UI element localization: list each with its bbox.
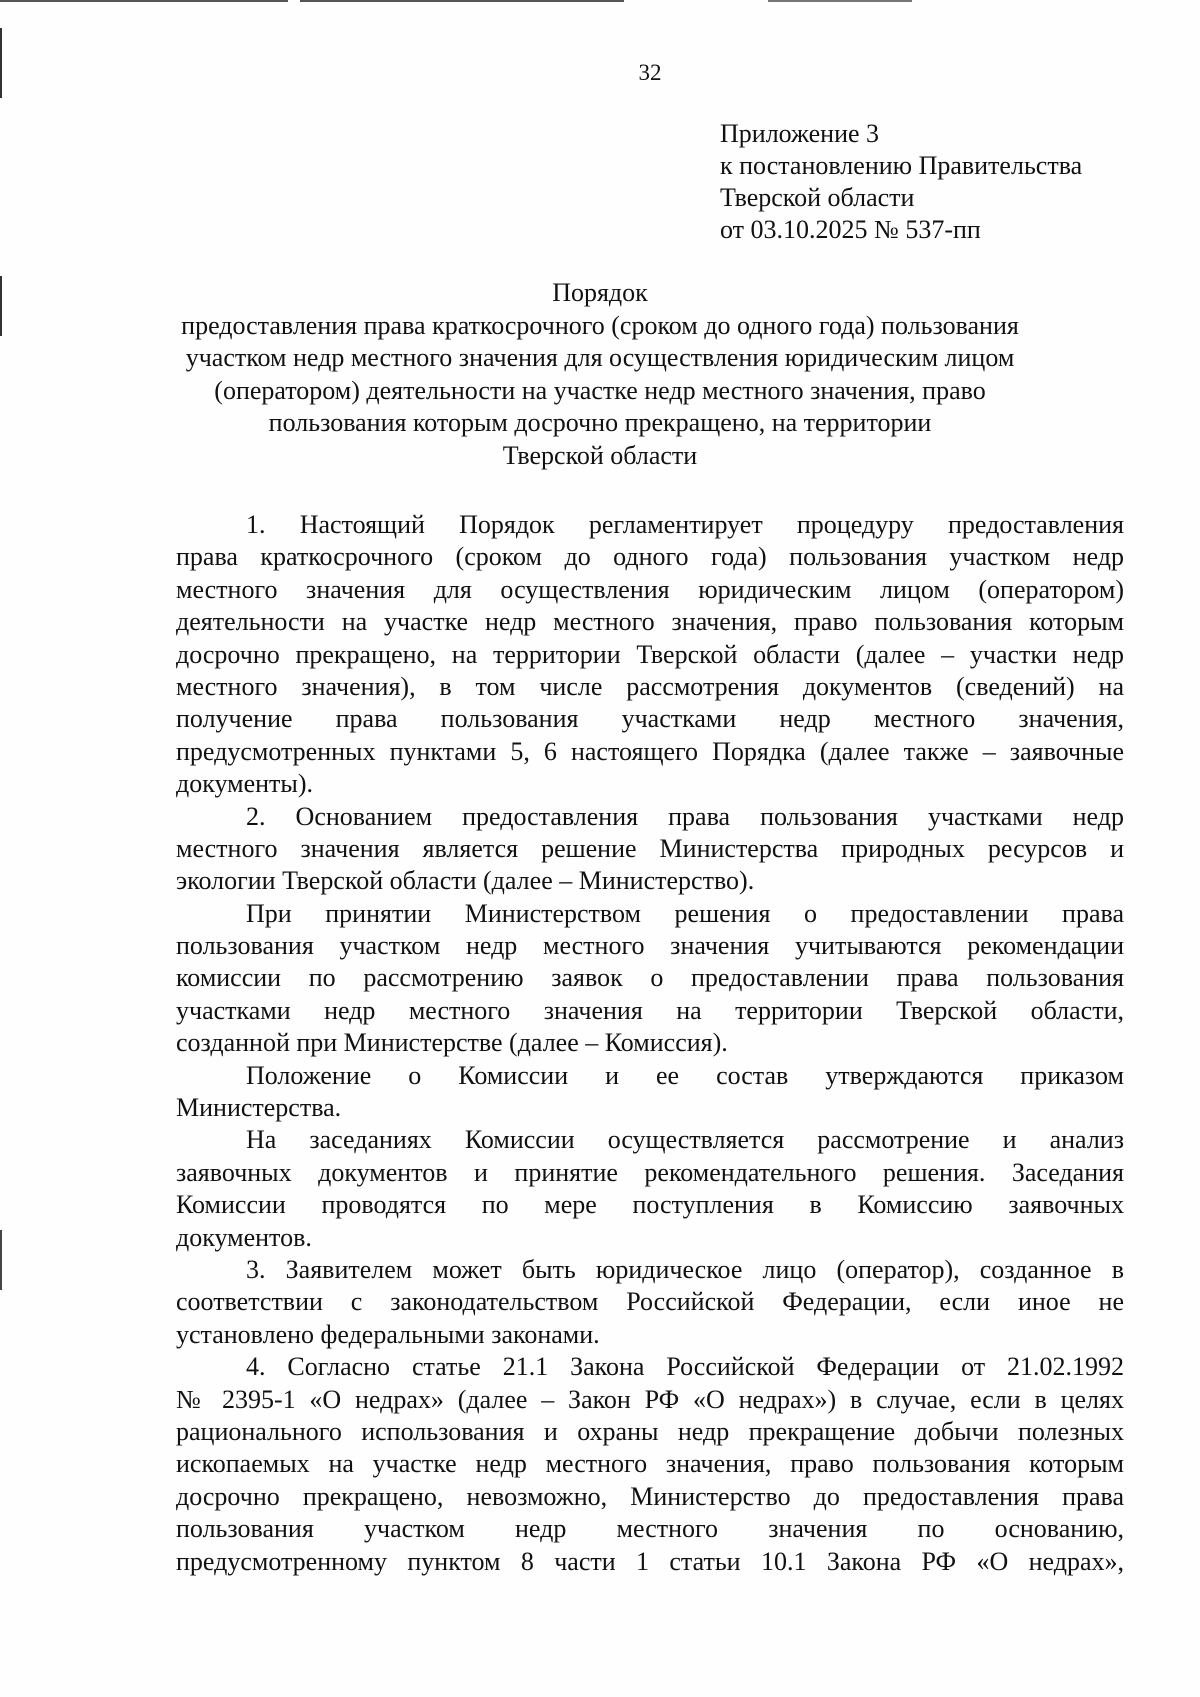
body-line: 3. Заявителем может быть юридическое лицо (оператор), созданное в bbox=[246, 1254, 1124, 1284]
title-line: Тверской области bbox=[502, 440, 698, 470]
body-line: получение права пользования участками недр местного значения, bbox=[176, 704, 1124, 734]
body-line: установлено федеральными законами. bbox=[176, 1319, 600, 1349]
body-line: предусмотренному пунктом 8 части 1 статьи 10.1 Закона РФ «О недрах», bbox=[176, 1546, 1124, 1576]
body-line: деятельности на участке недр местного значения, право пользования которым bbox=[176, 607, 1124, 637]
body-line: досрочно прекращено, на территории Тверской области (далее – участки недр bbox=[176, 639, 1124, 669]
body-line: местного значения является решение Министерства природных ресурсов и bbox=[176, 833, 1124, 863]
annex-block bbox=[720, 118, 1082, 246]
body-line: созданной при Министерстве (далее – Комиссия). bbox=[176, 1028, 728, 1058]
body-line: местного значения для осуществления юридическим лицом (оператором) bbox=[176, 574, 1124, 604]
body-line: ископаемых на участке недр местного значения, право пользования которым bbox=[176, 1449, 1124, 1479]
annex-line: к постановлению Правительства bbox=[720, 151, 1083, 180]
body-line: комиссии по рассмотрению заявок о предоставлении права пользования bbox=[176, 963, 1124, 993]
title-line: предоставления права краткосрочного (сроком до одного года) пользования bbox=[181, 310, 1019, 340]
body-line: пользования участком недр местного значения по основанию, bbox=[176, 1514, 1124, 1544]
body-line: На заседаниях Комиссии осуществляется рассмотрение и анализ bbox=[246, 1125, 1124, 1155]
annex-line: Тверской области bbox=[720, 183, 915, 212]
body-line: заявочных документов и принятие рекомендательного решения. Заседания bbox=[176, 1157, 1124, 1187]
scan-edge-mark bbox=[0, 276, 2, 336]
body-line: При принятии Министерством решения о предоставлении права bbox=[246, 898, 1124, 928]
body-line: рационального использования и охраны недр прекращение добычи полезных bbox=[176, 1416, 1124, 1446]
scan-edge-top bbox=[0, 0, 1200, 2]
title-line: пользования которым досрочно прекращено, на территории bbox=[268, 408, 932, 437]
body-line: Положение о Комиссии и ее состав утверждаются приказом bbox=[246, 1060, 1124, 1090]
document-title bbox=[150, 277, 1050, 472]
body-line: соответствии с законодательством Российской Федерации, если иное не bbox=[176, 1287, 1124, 1317]
body-line: Министерства. bbox=[176, 1093, 342, 1123]
annex-line: Приложение 3 bbox=[720, 119, 880, 148]
body-line: права краткосрочного (сроком до одного года) пользования участком недр bbox=[176, 542, 1124, 572]
body-line: 4. Согласно статье 21.1 Закона Российской Федерации от 21.02.1992 bbox=[246, 1352, 1124, 1382]
page-number: 32 bbox=[638, 60, 662, 85]
body-line: пользования участком недр местного значения учитываются рекомендации bbox=[176, 931, 1124, 961]
body-line: Комиссии проводятся по мере поступления в Комиссию заявочных bbox=[176, 1190, 1124, 1220]
title-line: (оператором) деятельности на участке недр местного значения, право bbox=[214, 375, 986, 405]
body-line: документы). bbox=[176, 769, 314, 799]
body-line: участками недр местного значения на территории Тверской области, bbox=[176, 995, 1124, 1025]
body-line: предусмотренных пунктами 5, 6 настоящего Порядка (далее также – заявочные bbox=[176, 736, 1124, 766]
body-line: досрочно прекращено, невозможно, Министерство до предоставления права bbox=[176, 1481, 1124, 1511]
body-line: 1. Настоящий Порядок регламентирует процедуру предоставления bbox=[246, 510, 1124, 539]
body-line: № 2395-1 «О недрах» (далее – Закон РФ «О недрах») в случае, если в целях bbox=[176, 1384, 1124, 1414]
body-line: экологии Тверской области (далее – Министерство). bbox=[176, 866, 755, 896]
body-text bbox=[176, 509, 1124, 1578]
body-line: местного значения), в том числе рассмотрения документов (сведений) на bbox=[176, 671, 1124, 701]
annex-line: от 03.10.2025 № 537-пп bbox=[720, 215, 981, 244]
scan-edge-mark bbox=[0, 1230, 2, 1290]
title-line: Порядок bbox=[552, 278, 648, 307]
body-line: 2. Основанием предоставления права пользования участками недр bbox=[246, 801, 1124, 831]
title-line: участком недр местного значения для осуществления юридическим лицом bbox=[185, 343, 1015, 372]
body-line: документов. bbox=[176, 1222, 312, 1252]
